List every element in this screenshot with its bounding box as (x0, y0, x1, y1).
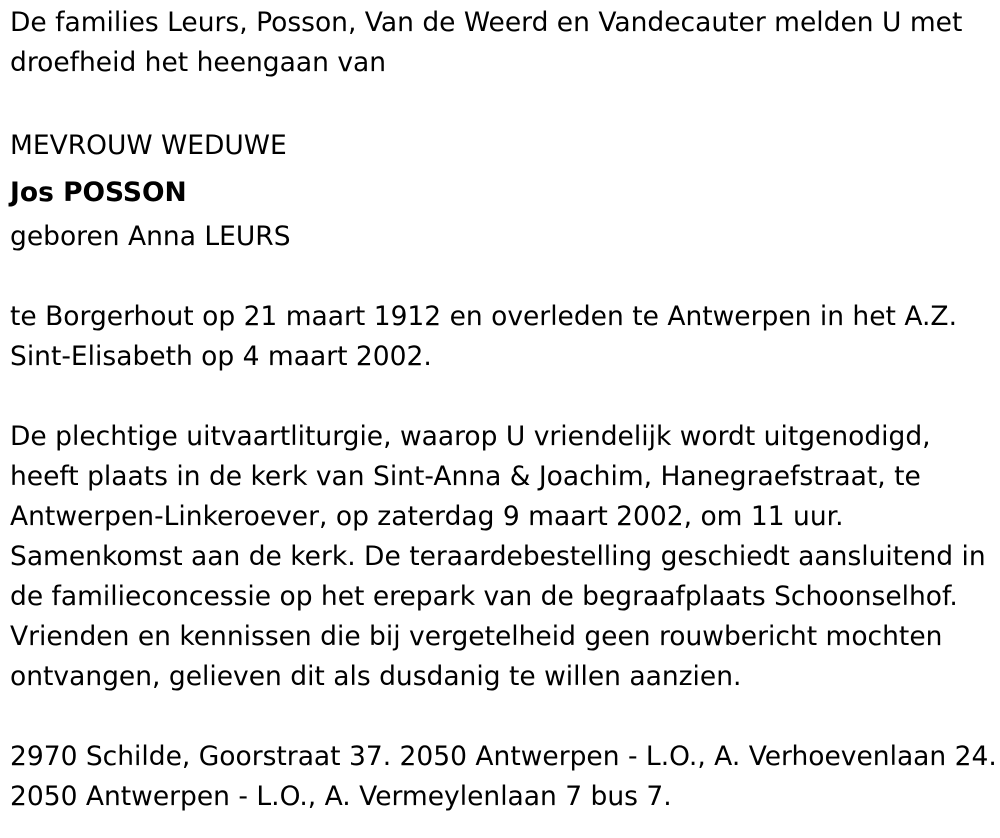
ceremony-line: heeft plaats in de kerk van Sint-Anna & Joachim, Hanegraefstraat, te (10, 461, 921, 492)
life-line: Sint-Elisabeth op 4 maart 2002. (10, 341, 432, 372)
intro-paragraph (10, 3, 995, 83)
deceased-birth-name: geboren Anna LEURS (10, 221, 291, 252)
ceremony-line: De plechtige uitvaartliturgie, waarop U vriendelijk wordt uitgenodigd, (10, 421, 931, 452)
addresses-paragraph (10, 737, 995, 817)
ceremony-line: Samenkomst aan de kerk. De teraardebestelling geschiedt aansluitend in (10, 541, 986, 572)
ceremony-paragraph (10, 417, 995, 697)
paragraph-spacer (10, 697, 995, 737)
paragraph-spacer (10, 257, 995, 297)
intro-line: De families Leurs, Posson, Van de Weerd en Vandecauter melden U met (10, 7, 963, 38)
paragraph-spacer (10, 377, 995, 417)
address-line: 2050 Antwerpen - L.O., A. Vermeylenlaan 7 bus 7. (10, 781, 672, 812)
deceased-name: Jos POSSON (10, 177, 187, 208)
address-line: 2970 Schilde, Goorstraat 37. 2050 Antwerpen - L.O., A. Verhoevenlaan 24. (10, 741, 997, 772)
life-line: te Borgerhout op 21 maart 1912 en overleden te Antwerpen in het A.Z. (10, 301, 958, 332)
life-paragraph (10, 297, 995, 377)
death-notice (10, 3, 995, 817)
ceremony-line: de familieconcessie op het erepark van de begraafplaats Schoonselhof. (10, 581, 958, 612)
paragraph-spacer (10, 83, 995, 123)
ceremony-line: Antwerpen-Linkeroever, op zaterdag 9 maart 2002, om 11 uur. (10, 501, 844, 532)
deceased-title: MEVROUW WEDUWE (10, 130, 287, 161)
ceremony-line: ontvangen, gelieven dit als dusdanig te willen aanzien. (10, 661, 742, 692)
ceremony-line: Vrienden en kennissen die bij vergetelheid geen rouwbericht mochten (10, 621, 943, 652)
deceased-block (10, 123, 995, 257)
intro-line: droefheid het heengaan van (10, 47, 387, 78)
